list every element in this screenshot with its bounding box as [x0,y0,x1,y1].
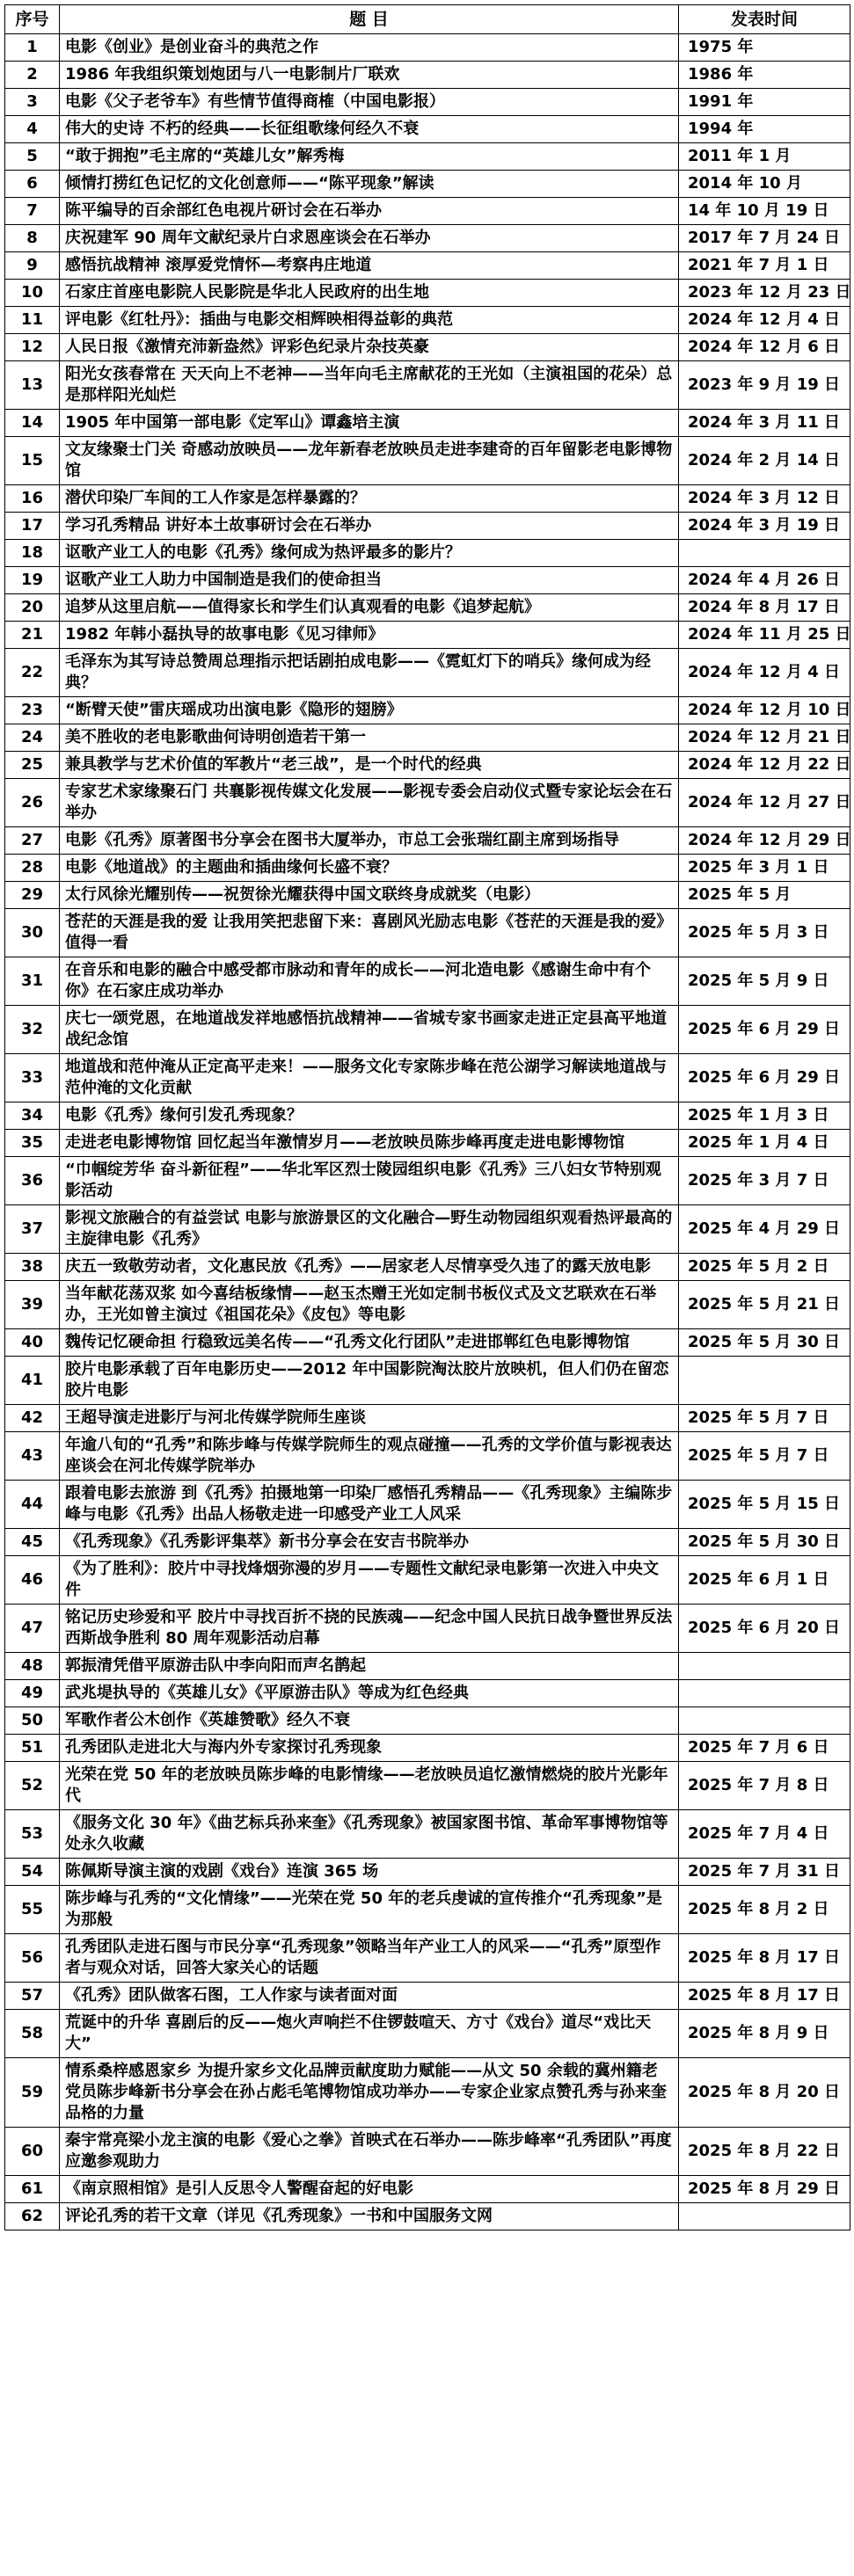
table-row [5,1481,850,1529]
row-date: 2024 年 12 月 6 日 [679,334,850,361]
row-number: 23 [5,697,60,724]
row-number: 39 [5,1281,60,1329]
row-date: 2025 年 8 月 20 日 [679,2058,850,2128]
row-number: 53 [5,1810,60,1859]
row-number: 24 [5,724,60,752]
row-date: 1986 年 [679,62,850,89]
table-row [5,2128,850,2176]
table-row [5,1735,850,1762]
row-title: 影视文旅融合的有益尝试 电影与旅游景区的文化融合—野生动物园组织观看热评最高的主旋律电影《孔秀》 [60,1205,679,1254]
row-title: 美不胜收的老电影歌曲何诗明创造若干第一 [60,724,679,752]
row-title: 伟大的史诗 不朽的经典——长征组歌缘何经久不衰 [60,116,679,143]
row-number: 38 [5,1254,60,1281]
table-row [5,1432,850,1481]
table-row [5,410,850,437]
row-title: 倾情打捞红色记忆的文化创意师——“陈平现象”解读 [60,171,679,198]
row-number: 26 [5,779,60,827]
row-date: 2024 年 12 月 29 日 [679,827,850,855]
row-title: 电影《孔秀》原著图书分享会在图书大厦举办，市总工会张瑞红副主席到场指导 [60,827,679,855]
row-date [679,2203,850,2230]
table-row [5,1762,850,1810]
row-number: 33 [5,1054,60,1102]
table-row [5,1405,850,1432]
table-row [5,1680,850,1707]
row-date [679,540,850,567]
table-row [5,1653,850,1680]
row-date: 2021 年 7 月 1 日 [679,252,850,280]
row-title: 铭记历史珍爱和平 胶片中寻找百折不挠的民族魂——纪念中国人民抗日战争暨世界反法西斯战争胜利 80 周年观影活动启幕 [60,1605,679,1653]
row-title: 郭振清凭借平原游击队中李向阳而声名鹊起 [60,1653,679,1680]
row-title: 评论孔秀的若干文章（详见《孔秀现象》一书和中国服务文网 [60,2203,679,2230]
row-title: 年逾八旬的“孔秀”和陈步峰与传媒学院师生的观点碰撞——孔秀的文学价值与影视表达座谈会在河北传媒学院举办 [60,1432,679,1481]
row-title: 1986 年我组织策划炮团与八一电影制片厂联欢 [60,62,679,89]
row-title: 电影《地道战》的主题曲和插曲缘何长盛不衰？ [60,855,679,882]
row-date: 2025 年 5 月 21 日 [679,1281,850,1329]
row-date: 2025 年 1 月 3 日 [679,1102,850,1130]
row-title: 评电影《红牡丹》：插曲与电影交相辉映相得益彰的典范 [60,307,679,334]
row-number: 13 [5,361,60,410]
row-title: 军歌作者公木创作《英雄赞歌》经久不衰 [60,1707,679,1735]
row-date: 2014 年 10 月 [679,171,850,198]
row-number: 6 [5,171,60,198]
row-number: 19 [5,567,60,594]
table-row [5,1556,850,1605]
row-number: 59 [5,2058,60,2128]
row-title: 人民日报《激情充沛新盎然》评彩色纪录片杂技英豪 [60,334,679,361]
row-number: 43 [5,1432,60,1481]
table-row [5,540,850,567]
table-row [5,437,850,485]
row-number: 31 [5,957,60,1006]
table-row [5,1357,850,1405]
row-number: 37 [5,1205,60,1254]
row-number: 54 [5,1859,60,1886]
row-title: 武兆堤执导的《英雄儿女》《平原游击队》等成为红色经典 [60,1680,679,1707]
row-number: 4 [5,116,60,143]
row-number: 2 [5,62,60,89]
table-row [5,1707,850,1735]
row-date: 2025 年 3 月 7 日 [679,1157,850,1205]
table-row [5,62,850,89]
row-number: 62 [5,2203,60,2230]
row-date: 1975 年 [679,34,850,62]
table-row [5,198,850,225]
row-number: 12 [5,334,60,361]
row-title: 胶片电影承载了百年电影历史——2012 年中国影院淘汰胶片放映机，但人们仍在留恋胶片电影 [60,1357,679,1405]
row-date: 2025 年 5 月 15 日 [679,1481,850,1529]
row-number: 27 [5,827,60,855]
row-date: 2024 年 12 月 4 日 [679,307,850,334]
row-number: 61 [5,2176,60,2203]
row-number: 30 [5,909,60,957]
row-number: 41 [5,1357,60,1405]
row-number: 60 [5,2128,60,2176]
row-title: 陈平编导的百余部红色电视片研讨会在石举办 [60,198,679,225]
row-title: 1905 年中国第一部电影《定军山》谭鑫培主演 [60,410,679,437]
table-row [5,116,850,143]
row-number: 9 [5,252,60,280]
row-date: 2025 年 7 月 31 日 [679,1859,850,1886]
row-date: 2025 年 5 月 9 日 [679,957,850,1006]
row-number: 57 [5,1983,60,2010]
row-number: 55 [5,1886,60,1934]
row-number: 48 [5,1653,60,1680]
header-row [5,5,850,34]
header-title: 题 目 [60,5,679,34]
table-row [5,34,850,62]
table-row [5,334,850,361]
row-date: 2025 年 5 月 2 日 [679,1254,850,1281]
row-date: 2025 年 7 月 6 日 [679,1735,850,1762]
header-date: 发表时间 [679,5,850,34]
table-row [5,1859,850,1886]
row-number: 44 [5,1481,60,1529]
row-date: 2025 年 6 月 1 日 [679,1556,850,1605]
page [0,4,854,2576]
row-date: 2024 年 3 月 19 日 [679,513,850,540]
row-date: 1994 年 [679,116,850,143]
row-date: 2024 年 12 月 21 日 [679,724,850,752]
row-number: 29 [5,882,60,909]
table-row [5,280,850,307]
row-number: 49 [5,1680,60,1707]
row-title: 苍茫的天涯是我的爱 让我用笑把悲留下来：喜剧风光励志电影《苍茫的天涯是我的爱》值得一看 [60,909,679,957]
articles-table [4,4,850,2230]
row-date: 2025 年 8 月 9 日 [679,2010,850,2058]
row-title: 《孔秀》团队做客石图，工人作家与读者面对面 [60,1983,679,2010]
row-number: 36 [5,1157,60,1205]
row-date: 2025 年 5 月 30 日 [679,1529,850,1556]
row-title: “断臂天使”雷庆瑶成功出演电影《隐形的翅膀》 [60,697,679,724]
row-number: 40 [5,1329,60,1357]
row-date: 2024 年 2 月 14 日 [679,437,850,485]
row-date: 2024 年 11 月 25 日 [679,622,850,649]
row-number: 47 [5,1605,60,1653]
row-title: 走进老电影博物馆 回忆起当年激情岁月——老放映员陈步峰再度走进电影博物馆 [60,1130,679,1157]
row-title: 讴歌产业工人的电影《孔秀》缘何成为热评最多的影片？ [60,540,679,567]
row-title: 太行风徐光耀别传——祝贺徐光耀获得中国文联终身成就奖（电影） [60,882,679,909]
row-date: 2024 年 12 月 27 日 [679,779,850,827]
table-row [5,143,850,171]
row-date [679,1357,850,1405]
table-row [5,1934,850,1983]
table-row [5,567,850,594]
row-title: 电影《创业》是创业奋斗的典范之作 [60,34,679,62]
table-row [5,855,850,882]
row-title: 王超导演走进影厅与河北传媒学院师生座谈 [60,1405,679,1432]
row-date: 2025 年 5 月 3 日 [679,909,850,957]
row-title: 孔秀团队走进北大与海内外专家探讨孔秀现象 [60,1735,679,1762]
table-row [5,752,850,779]
row-title: 学习孔秀精品 讲好本土故事研讨会在石举办 [60,513,679,540]
row-number: 7 [5,198,60,225]
table-row [5,1605,850,1653]
table-row [5,827,850,855]
row-number: 10 [5,280,60,307]
row-title: 魏传记忆硬命担 行稳致远美名传——“孔秀文化行团队”走进邯郸红色电影博物馆 [60,1329,679,1357]
row-title: 《南京照相馆》是引人反思令人警醒奋起的好电影 [60,2176,679,2203]
row-title: 庆五一致敬劳动者，文化惠民放《孔秀》——居家老人尽情享受久违了的露天放电影 [60,1254,679,1281]
table-row [5,594,850,622]
row-number: 42 [5,1405,60,1432]
row-date: 2024 年 3 月 12 日 [679,485,850,513]
row-date: 2025 年 8 月 29 日 [679,2176,850,2203]
table-row [5,307,850,334]
table-row [5,957,850,1006]
row-number: 8 [5,225,60,252]
table-row [5,1006,850,1054]
table-row [5,697,850,724]
row-number: 1 [5,34,60,62]
row-date: 2024 年 12 月 22 日 [679,752,850,779]
row-number: 58 [5,2010,60,2058]
row-title: 阳光女孩春常在 天天向上不老神——当年向毛主席献花的王光如（主演祖国的花朵）总是那样阳光灿烂 [60,361,679,410]
table-row [5,1281,850,1329]
table-row [5,513,850,540]
row-date: 2025 年 7 月 4 日 [679,1810,850,1859]
header-num: 序号 [5,5,60,34]
row-title: 秦宇常亮梁小龙主演的电影《爱心之拳》首映式在石举办——陈步峰率“孔秀团队”再度应邀参观助力 [60,2128,679,2176]
row-date: 2023 年 12 月 23 日 [679,280,850,307]
row-date: 2025 年 5 月 30 日 [679,1329,850,1357]
row-date: 2025 年 5 月 7 日 [679,1432,850,1481]
table-row [5,89,850,116]
row-title: 陈步峰与孔秀的“文化情缘”——光荣在党 50 年的老兵虔诚的宣传推介“孔秀现象”是为那般 [60,1886,679,1934]
row-date: 2025 年 6 月 29 日 [679,1054,850,1102]
row-date: 14 年 10 月 19 日 [679,198,850,225]
row-number: 17 [5,513,60,540]
table-row [5,882,850,909]
row-number: 56 [5,1934,60,1983]
row-title: 专家艺术家缘聚石门 共襄影视传媒文化发展——影视专委会启动仪式暨专家论坛会在石举办 [60,779,679,827]
row-number: 35 [5,1130,60,1157]
table-row [5,649,850,697]
row-title: 情系桑梓感恩家乡 为提升家乡文化品牌贡献度助力赋能——从文 50 余载的冀州籍老党员陈步峰新书分享会在孙占彪毛笔博物馆成功举办——专家企业家点赞孔秀与孙来奎品格的力量 [60,2058,679,2128]
row-title: 追梦从这里启航——值得家长和学生们认真观看的电影《追梦起航》 [60,594,679,622]
row-date: 2025 年 8 月 2 日 [679,1886,850,1934]
row-date: 2025 年 1 月 4 日 [679,1130,850,1157]
table-row [5,622,850,649]
row-number: 25 [5,752,60,779]
row-number: 52 [5,1762,60,1810]
row-number: 45 [5,1529,60,1556]
table-row [5,361,850,410]
table-row [5,1205,850,1254]
row-title: 庆七一颂党恩，在地道战发祥地感悟抗战精神——省城专家书画家走进正定县高平地道战纪念馆 [60,1006,679,1054]
row-date: 2025 年 3 月 1 日 [679,855,850,882]
row-number: 15 [5,437,60,485]
row-title: 《为了胜利》：胶片中寻找烽烟弥漫的岁月——专题性文献纪录电影第一次进入中央文件 [60,1556,679,1605]
row-title: 在音乐和电影的融合中感受都市脉动和青年的成长——河北造电影《感谢生命中有个你》在石家庄成功举办 [60,957,679,1006]
row-number: 5 [5,143,60,171]
row-title: 毛泽东为其写诗总赞周总理指示把话剧拍成电影——《霓虹灯下的哨兵》缘何成为经典？ [60,649,679,697]
row-title: 兼具教学与艺术价值的军教片“老三战”，是一个时代的经典 [60,752,679,779]
row-title: 《孔秀现象》《孔秀影评集萃》新书分享会在安吉书院举办 [60,1529,679,1556]
row-number: 21 [5,622,60,649]
row-title: “巾帼绽芳华 奋斗新征程”——华北军区烈士陵园组织电影《孔秀》三八妇女节特别观影活动 [60,1157,679,1205]
row-date: 2023 年 9 月 19 日 [679,361,850,410]
table-row [5,485,850,513]
row-date: 2025 年 4 月 29 日 [679,1205,850,1254]
row-title: 讴歌产业工人助力中国制造是我们的使命担当 [60,567,679,594]
table-row [5,1254,850,1281]
row-date: 2025 年 5 月 [679,882,850,909]
row-date: 2011 年 1 月 [679,143,850,171]
row-title: 潜伏印染厂车间的工人作家是怎样暴露的？ [60,485,679,513]
row-date: 2025 年 8 月 17 日 [679,1934,850,1983]
table-row [5,2176,850,2203]
table-row [5,1529,850,1556]
row-date: 2025 年 8 月 22 日 [679,2128,850,2176]
row-date: 2024 年 8 月 17 日 [679,594,850,622]
table-row [5,2058,850,2128]
row-title: 地道战和范仲淹从正定高平走来！——服务文化专家陈步峰在范公湖学习解读地道战与范仲淹的文化贡献 [60,1054,679,1102]
row-title: 陈佩斯导演主演的戏剧《戏台》连演 365 场 [60,1859,679,1886]
row-date: 2024 年 3 月 11 日 [679,410,850,437]
row-date: 2017 年 7 月 24 日 [679,225,850,252]
row-number: 50 [5,1707,60,1735]
row-title: 光荣在党 50 年的老放映员陈步峰的电影情缘——老放映员追忆激情燃烧的胶片光影年代 [60,1762,679,1810]
row-number: 3 [5,89,60,116]
table-body [5,34,850,2230]
table-row [5,171,850,198]
row-number: 20 [5,594,60,622]
table-row [5,1329,850,1357]
table-row [5,779,850,827]
row-number: 18 [5,540,60,567]
table-row [5,1130,850,1157]
row-date: 2025 年 6 月 29 日 [679,1006,850,1054]
row-title: 感悟抗战精神 滚厚爱党情怀—考察冉庄地道 [60,252,679,280]
row-date: 2025 年 7 月 8 日 [679,1762,850,1810]
row-title: 文友缘聚士门关 奇感动放映员——龙年新春老放映员走进李建奇的百年留影老电影博物馆 [60,437,679,485]
row-number: 11 [5,307,60,334]
row-title: 1982 年韩小磊执导的故事电影《见习律师》 [60,622,679,649]
row-date: 2024 年 12 月 10 日 [679,697,850,724]
row-number: 46 [5,1556,60,1605]
table-row [5,1157,850,1205]
row-title: 庆祝建军 90 周年文献纪录片白求恩座谈会在石举办 [60,225,679,252]
row-number: 34 [5,1102,60,1130]
row-date [679,1707,850,1735]
row-title: “敢于拥抱”毛主席的“英雄儿女”解秀梅 [60,143,679,171]
row-number: 51 [5,1735,60,1762]
row-date: 1991 年 [679,89,850,116]
table-row [5,1102,850,1130]
row-date: 2025 年 5 月 7 日 [679,1405,850,1432]
row-title: 石家庄首座电影院人民影院是华北人民政府的出生地 [60,280,679,307]
table-row [5,1054,850,1102]
row-date: 2024 年 4 月 26 日 [679,567,850,594]
table-row [5,225,850,252]
table-row [5,252,850,280]
row-number: 32 [5,1006,60,1054]
table-row [5,1886,850,1934]
row-date [679,1653,850,1680]
row-title: 电影《父子老爷车》有些情节值得商榷（中国电影报） [60,89,679,116]
row-number: 28 [5,855,60,882]
row-title: 电影《孔秀》缘何引发孔秀现象？ [60,1102,679,1130]
row-date: 2024 年 12 月 4 日 [679,649,850,697]
table-row [5,2203,850,2230]
row-number: 16 [5,485,60,513]
table-row [5,2010,850,2058]
row-title: 跟着电影去旅游 到《孔秀》拍摄地第一印染厂感悟孔秀精品——《孔秀现象》主编陈步峰与电影《孔秀》出品人杨敬走进一印感受产业工人风采 [60,1481,679,1529]
row-date: 2025 年 6 月 20 日 [679,1605,850,1653]
row-title: 孔秀团队走进石图与市民分享“孔秀现象”领略当年产业工人的风采——“孔秀”原型作者与观众对话，回答大家关心的话题 [60,1934,679,1983]
row-number: 22 [5,649,60,697]
table-row [5,909,850,957]
table-row [5,724,850,752]
row-date: 2025 年 8 月 17 日 [679,1983,850,2010]
row-number: 14 [5,410,60,437]
row-title: 当年献花荡双浆 如今喜结板缘情——赵玉杰赠王光如定制书板仪式及文艺联欢在石举办，王光如曾主演过《祖国花朵》《皮包》等电影 [60,1281,679,1329]
table-row [5,1810,850,1859]
table-row [5,1983,850,2010]
row-date [679,1680,850,1707]
row-title: 荒诞中的升华 喜剧后的反——炮火声响拦不住锣鼓喧天、方寸《戏台》道尽“戏比天大” [60,2010,679,2058]
row-title: 《服务文化 30 年》《曲艺标兵孙来奎》《孔秀现象》被国家图书馆、革命军事博物馆等处永久收藏 [60,1810,679,1859]
